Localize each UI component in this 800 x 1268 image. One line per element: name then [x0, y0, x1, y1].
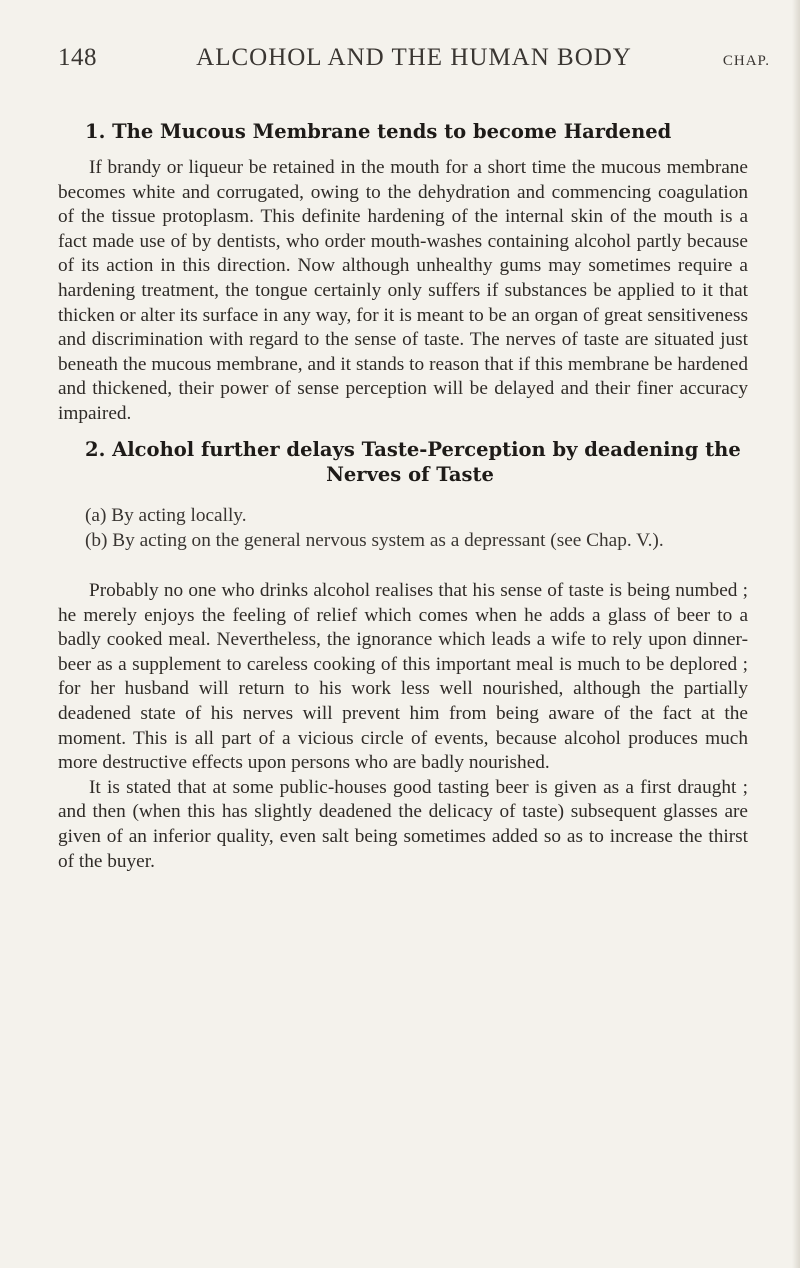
section-2-paragraph-2: It is stated that at some public-houses good tasting beer is given as a first draught ; and then (when this has slightly deadened the delicacy of taste) subsequent glasses are given of an inferior quality, even salt being sometimes added so as to increase the thirst of the buyer. [58, 776, 748, 872]
section-2-paragraph-1: Probably no one who drinks alcohol realises that his sense of taste is being numbed ; he merely enjoys the feeling of relief which comes when he adds a glass of beer to a badly cooked meal. Nevertheless, the ignorance which leads a wife to rely upon dinner-beer as a supplement to careless cooking of this important meal is much to be deplored ; for her husband will return to his work less well nourished, although the partially deadened state of his nerves will prevent him from being aware of the fact at the moment. This is all part of a vicious circle of events, because alcohol produces much more destructive effects upon persons who are badly nourished. [58, 580, 748, 774]
list-item: (b) By acting on the general nervous system as a depressant (see Chap. V.). [85, 529, 664, 551]
section-2-body [58, 579, 748, 874]
page-edge-shadow [792, 0, 800, 1268]
section-2-heading-line1: 2. Alcohol further delays Taste-Perception by deadening the [85, 438, 741, 461]
list-item: (a) By acting locally. [85, 505, 247, 526]
section-2-heading-line2: Nerves of Taste [326, 463, 494, 486]
section-2-heading [85, 437, 745, 487]
page-number: 148 [58, 44, 97, 71]
section-1-heading: 1. The Mucous Membrane tends to become Hardened [85, 120, 672, 143]
section-1-paragraph: If brandy or liqueur be retained in the mouth for a short time the mucous membrane becomes white and corrugated, owing to the dehydration and commencing coagulation of the tissue protoplasm. This definite hardening of the internal skin of the mouth is a fact made use of by dentists, who order mouth-washes containing alcohol partly because of its action in this direction. Now although unhealthy gums may sometimes require a hardening treatment, the tongue certainly only suffers if substances be applied to it that thicken or alter its surface in any way, for it is meant to be an organ of great sensitiveness and discrimination with regard to the sense of taste. The nerves of taste are situated just beneath the mucous membrane, and it stands to reason that if this membrane be hardened and thickened, their power of sense perception will be delayed and their finer accuracy impaired. [58, 157, 748, 424]
running-header [58, 44, 770, 72]
chapter-label: CHAP. [722, 53, 770, 69]
section-2-list [85, 504, 735, 553]
book-page [58, 44, 770, 872]
running-title: ALCOHOL AND THE HUMAN BODY [196, 44, 632, 71]
